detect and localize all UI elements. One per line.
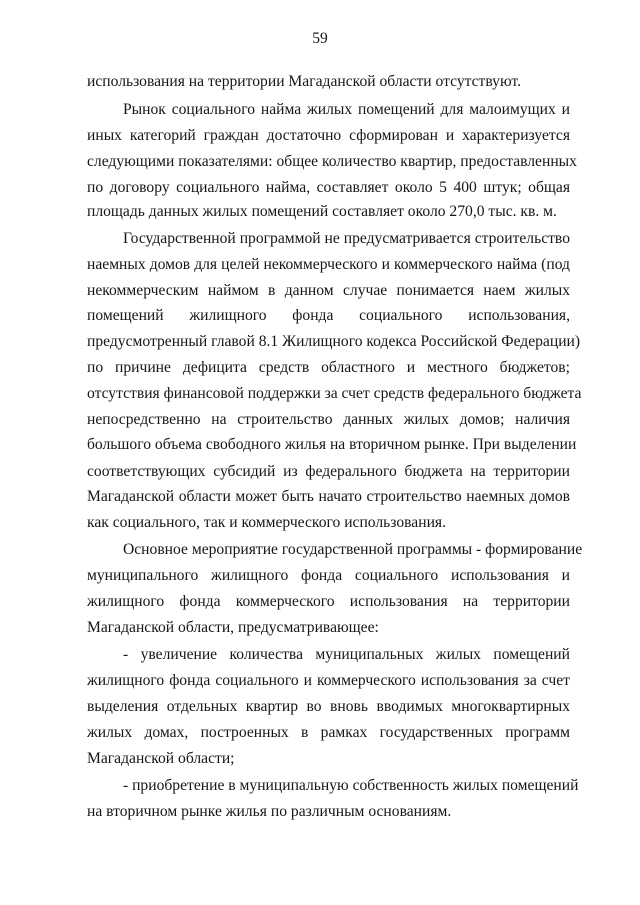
text-line: непосредственно на строительство данных жилых домов; наличия <box>87 411 570 428</box>
list-item-line: - приобретение в муниципальную собственность жилых помещений <box>123 777 579 794</box>
text-line: большого объема свободного жилья на вторичном рынке. При выделении <box>87 436 577 453</box>
list-item-line: Магаданской области; <box>87 750 235 767</box>
list-item-line: жилых домах, построенных в рамках государственных программ <box>87 724 570 741</box>
text-line: наемных домов для целей некоммерческого и коммерческого найма (под <box>87 256 570 273</box>
text-line: как социального, так и коммерческого использования. <box>87 514 446 531</box>
list-item-line: - увеличение количества муниципальных жилых помещений <box>123 646 570 663</box>
list-item-line: на вторичном рынке жилья по различным основаниям. <box>87 803 452 820</box>
text-line: соответствующих субсидий из федерального бюджета на территории <box>87 463 570 480</box>
text-line: использования на территории Магаданской области отсутствуют. <box>87 73 521 90</box>
text-line: некоммерческим наймом в данном случае понимается наем жилых <box>87 282 570 299</box>
text-line: площадь данных жилых помещений составляет около 270,0 тыс. кв. м. <box>87 203 557 220</box>
text-line: Рынок социального найма жилых помещений для малоимущих и <box>123 101 570 118</box>
text-line: по договору социального найма, составляет около 5 400 штук; общая <box>87 179 570 196</box>
text-line: Магаданской области, предусматривающее: <box>87 619 379 636</box>
text-line: по причине дефицита средств областного и местного бюджетов; <box>87 359 570 376</box>
list-item-line: жилищного фонда социального и коммерческого использования за счет <box>87 672 570 689</box>
list-item-line: выделения отдельных квартир во вновь вводимых многоквартирных <box>87 698 570 715</box>
text-line: Магаданской области может быть начато строительство наемных домов <box>87 488 570 505</box>
text-line: предусмотренный главой 8.1 Жилищного кодекса Российской Федерации) <box>87 333 581 350</box>
text-line: следующими показателями: общее количество квартир, предоставленных <box>87 153 577 170</box>
text-line: помещений жилищного фонда социального использования, <box>87 307 570 324</box>
text-line: Государственной программой не предусматривается строительство <box>123 230 570 247</box>
text-line: муниципального жилищного фонда социального использования и <box>87 567 570 584</box>
page-number: 59 <box>312 30 328 47</box>
text-line: жилищного фонда коммерческого использования на территории <box>87 593 570 610</box>
text-line: иных категорий граждан достаточно сформирован и характеризуется <box>87 127 570 144</box>
text-line: Основное мероприятие государственной программы - формирование <box>123 541 583 558</box>
text-line: отсутствия финансовой поддержки за счет средств федерального бюджета <box>87 385 582 402</box>
